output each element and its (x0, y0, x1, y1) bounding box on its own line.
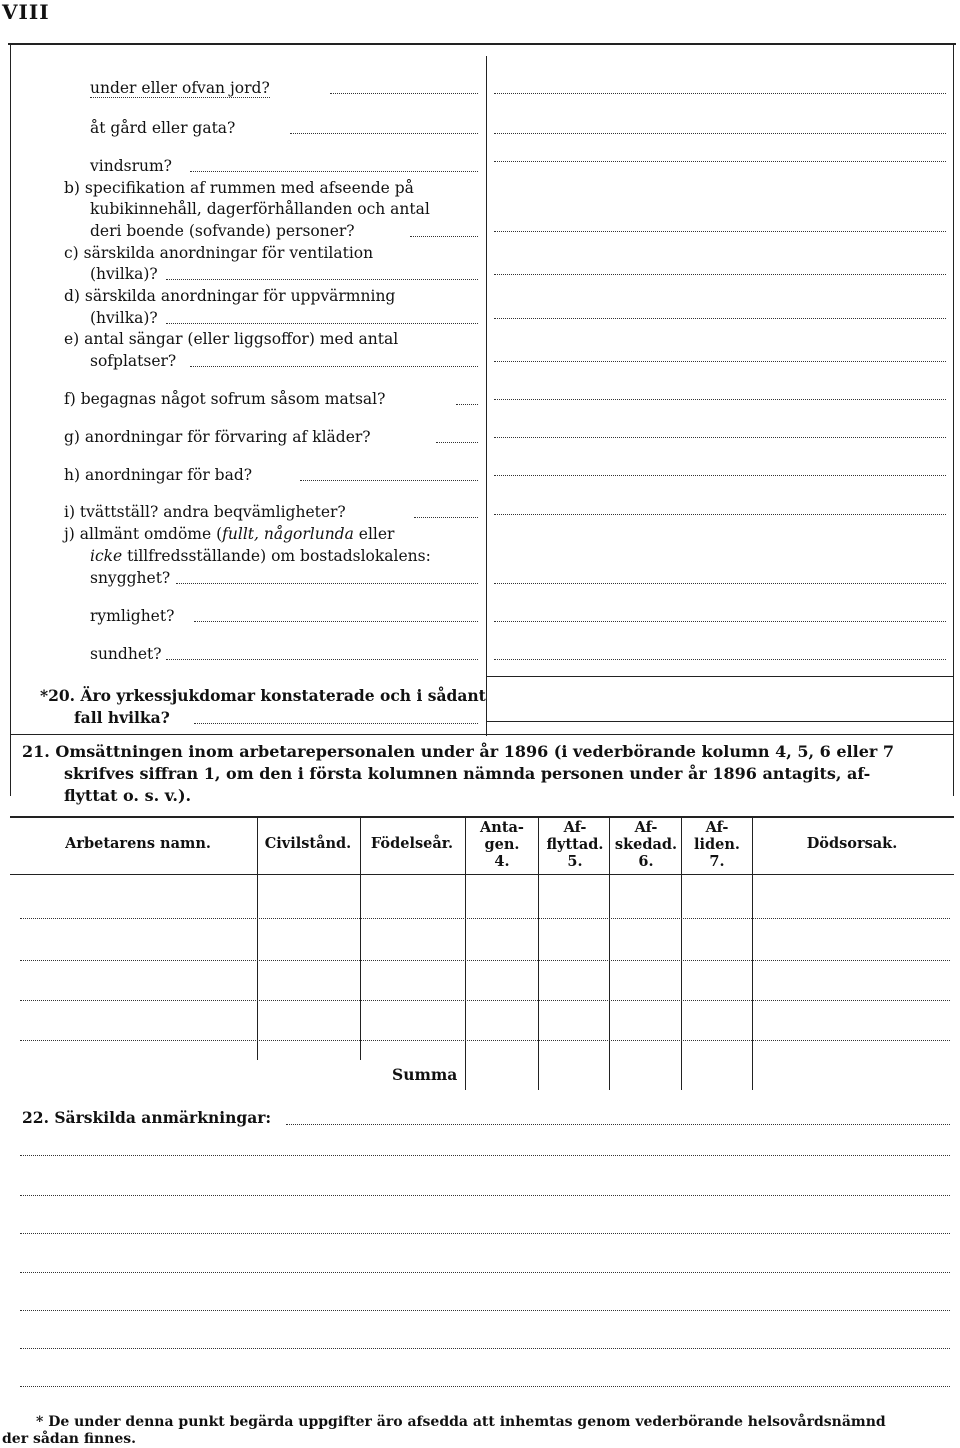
col-header-death: Dödsorsak. (806, 835, 898, 852)
remarks-line (20, 1386, 950, 1387)
question-leader (190, 171, 478, 172)
table-header-bottom (10, 874, 954, 875)
question-line: e) antal sängar (eller liggsoffor) med antal (64, 330, 399, 348)
remarks-line (20, 1233, 950, 1234)
answer-line (494, 274, 946, 275)
table-row (20, 960, 950, 961)
table-col-divider (681, 818, 682, 1090)
remarks-line (20, 1155, 950, 1156)
answer-line (494, 659, 946, 660)
question-line: under eller ofvan jord? (90, 79, 270, 97)
question-leader (166, 279, 478, 280)
footnote-line1: * De under denna punkt begärda uppgifter äro afsedda att inhemtas genom vederbörande helsovårdsnämnd (36, 1414, 886, 1430)
section-20-separator (486, 676, 953, 677)
question-leader (330, 93, 478, 94)
col-header-civil: Civilstånd. (264, 835, 352, 852)
section-20-answer-line (486, 721, 953, 722)
answer-line (494, 399, 946, 400)
question-line: (hvilka)? (90, 309, 158, 327)
question-line: b) specifikation af rummen med afseende på (64, 179, 414, 197)
question-line: snygghet? (90, 569, 171, 587)
answer-line (494, 93, 946, 94)
question-leader (176, 583, 478, 584)
answer-line (494, 621, 946, 622)
summa-label: Summa (392, 1065, 458, 1084)
section-21-text-line1: 21. Omsättningen inom arbetarepersonalen under år 1896 (i vederbörande kolumn 4, 5, 6 eller 7 (22, 742, 895, 761)
question-line: åt gård eller gata? (90, 119, 236, 137)
table-col-divider (257, 818, 258, 1060)
question-line: c) särskilda anordningar för ventilation (64, 244, 374, 262)
question-line: f) begagnas något sofrum såsom matsal? (64, 390, 386, 408)
table-col-divider (465, 818, 466, 1090)
table-top-border (10, 816, 954, 818)
remarks-line (20, 1195, 950, 1196)
answer-line (494, 133, 946, 134)
question-line: rymlighet? (90, 607, 175, 625)
question-leader (300, 480, 478, 481)
question-line: i) tvättställ? andra beqvämligheter? (64, 503, 346, 521)
question-leader (194, 621, 478, 622)
question-leader (166, 659, 478, 660)
table-col-divider (538, 818, 539, 1090)
answer-line (494, 514, 946, 515)
section-20-question: *20. Äro yrkessjukdomar konstaterade och i sådant (40, 686, 486, 705)
table-row (20, 1040, 950, 1041)
answer-column-divider (486, 56, 487, 736)
section-21-text-line2: skrifves siffran 1, om den i första kolumnen nämnda personen under år 1896 antagits, af- (64, 764, 871, 783)
question-line: j) allmänt omdöme (fullt, någorlunda eller (64, 525, 395, 543)
answer-line (494, 161, 946, 162)
answer-line (494, 318, 946, 319)
question-leader (166, 323, 478, 324)
table-row (20, 918, 950, 919)
question-line: (hvilka)? (90, 265, 158, 283)
answer-line (494, 437, 946, 438)
answer-line (494, 231, 946, 232)
question-leader (410, 236, 478, 237)
question-line: g) anordningar för förvaring af kläder? (64, 428, 371, 446)
table-row (20, 1000, 950, 1001)
form-left-border (10, 44, 11, 796)
footnote-line2: der sådan finnes. (2, 1431, 137, 1447)
page-number: VIII (2, 0, 50, 24)
question-leader (190, 366, 478, 367)
col-header-birth: Födelseår. (370, 835, 454, 852)
answer-line (494, 583, 946, 584)
col-header-name: Arbetarens namn. (65, 835, 211, 852)
question-line: d) särskilda anordningar för uppvärmning (64, 287, 396, 305)
remarks-line (20, 1348, 950, 1349)
answer-line (494, 361, 946, 362)
question-leader (414, 517, 478, 518)
answer-line (494, 475, 946, 476)
table-col-divider (752, 818, 753, 1090)
question-leader (290, 133, 478, 134)
question-leader (456, 404, 478, 405)
question-line: vindsrum? (90, 157, 172, 175)
question-line: deri boende (sofvande) personer? (90, 222, 355, 240)
section-20-question-cont: fall hvilka? (74, 708, 170, 727)
table-col-divider (609, 818, 610, 1090)
question-line: sundhet? (90, 645, 162, 663)
remarks-line (286, 1124, 950, 1125)
question-line: icke tillfredsställande) om bostadslokalens: (90, 547, 431, 565)
question-leader (436, 442, 478, 443)
question-line: kubikinnehåll, dagerförhållanden och antal (90, 200, 430, 218)
table-col-divider (360, 818, 361, 1060)
remarks-line (20, 1310, 950, 1311)
remarks-line (20, 1272, 950, 1273)
form-top-border (8, 43, 956, 45)
question-line: h) anordningar för bad? (64, 466, 253, 484)
question-leader (194, 723, 478, 724)
form-right-border (953, 44, 954, 796)
section-21-text-line3: flyttat o. s. v.). (64, 786, 192, 805)
section-20-bottom-border (10, 734, 954, 735)
section-22-label: 22. Särskilda anmärkningar: (22, 1108, 272, 1127)
question-line: sofplatser? (90, 352, 177, 370)
